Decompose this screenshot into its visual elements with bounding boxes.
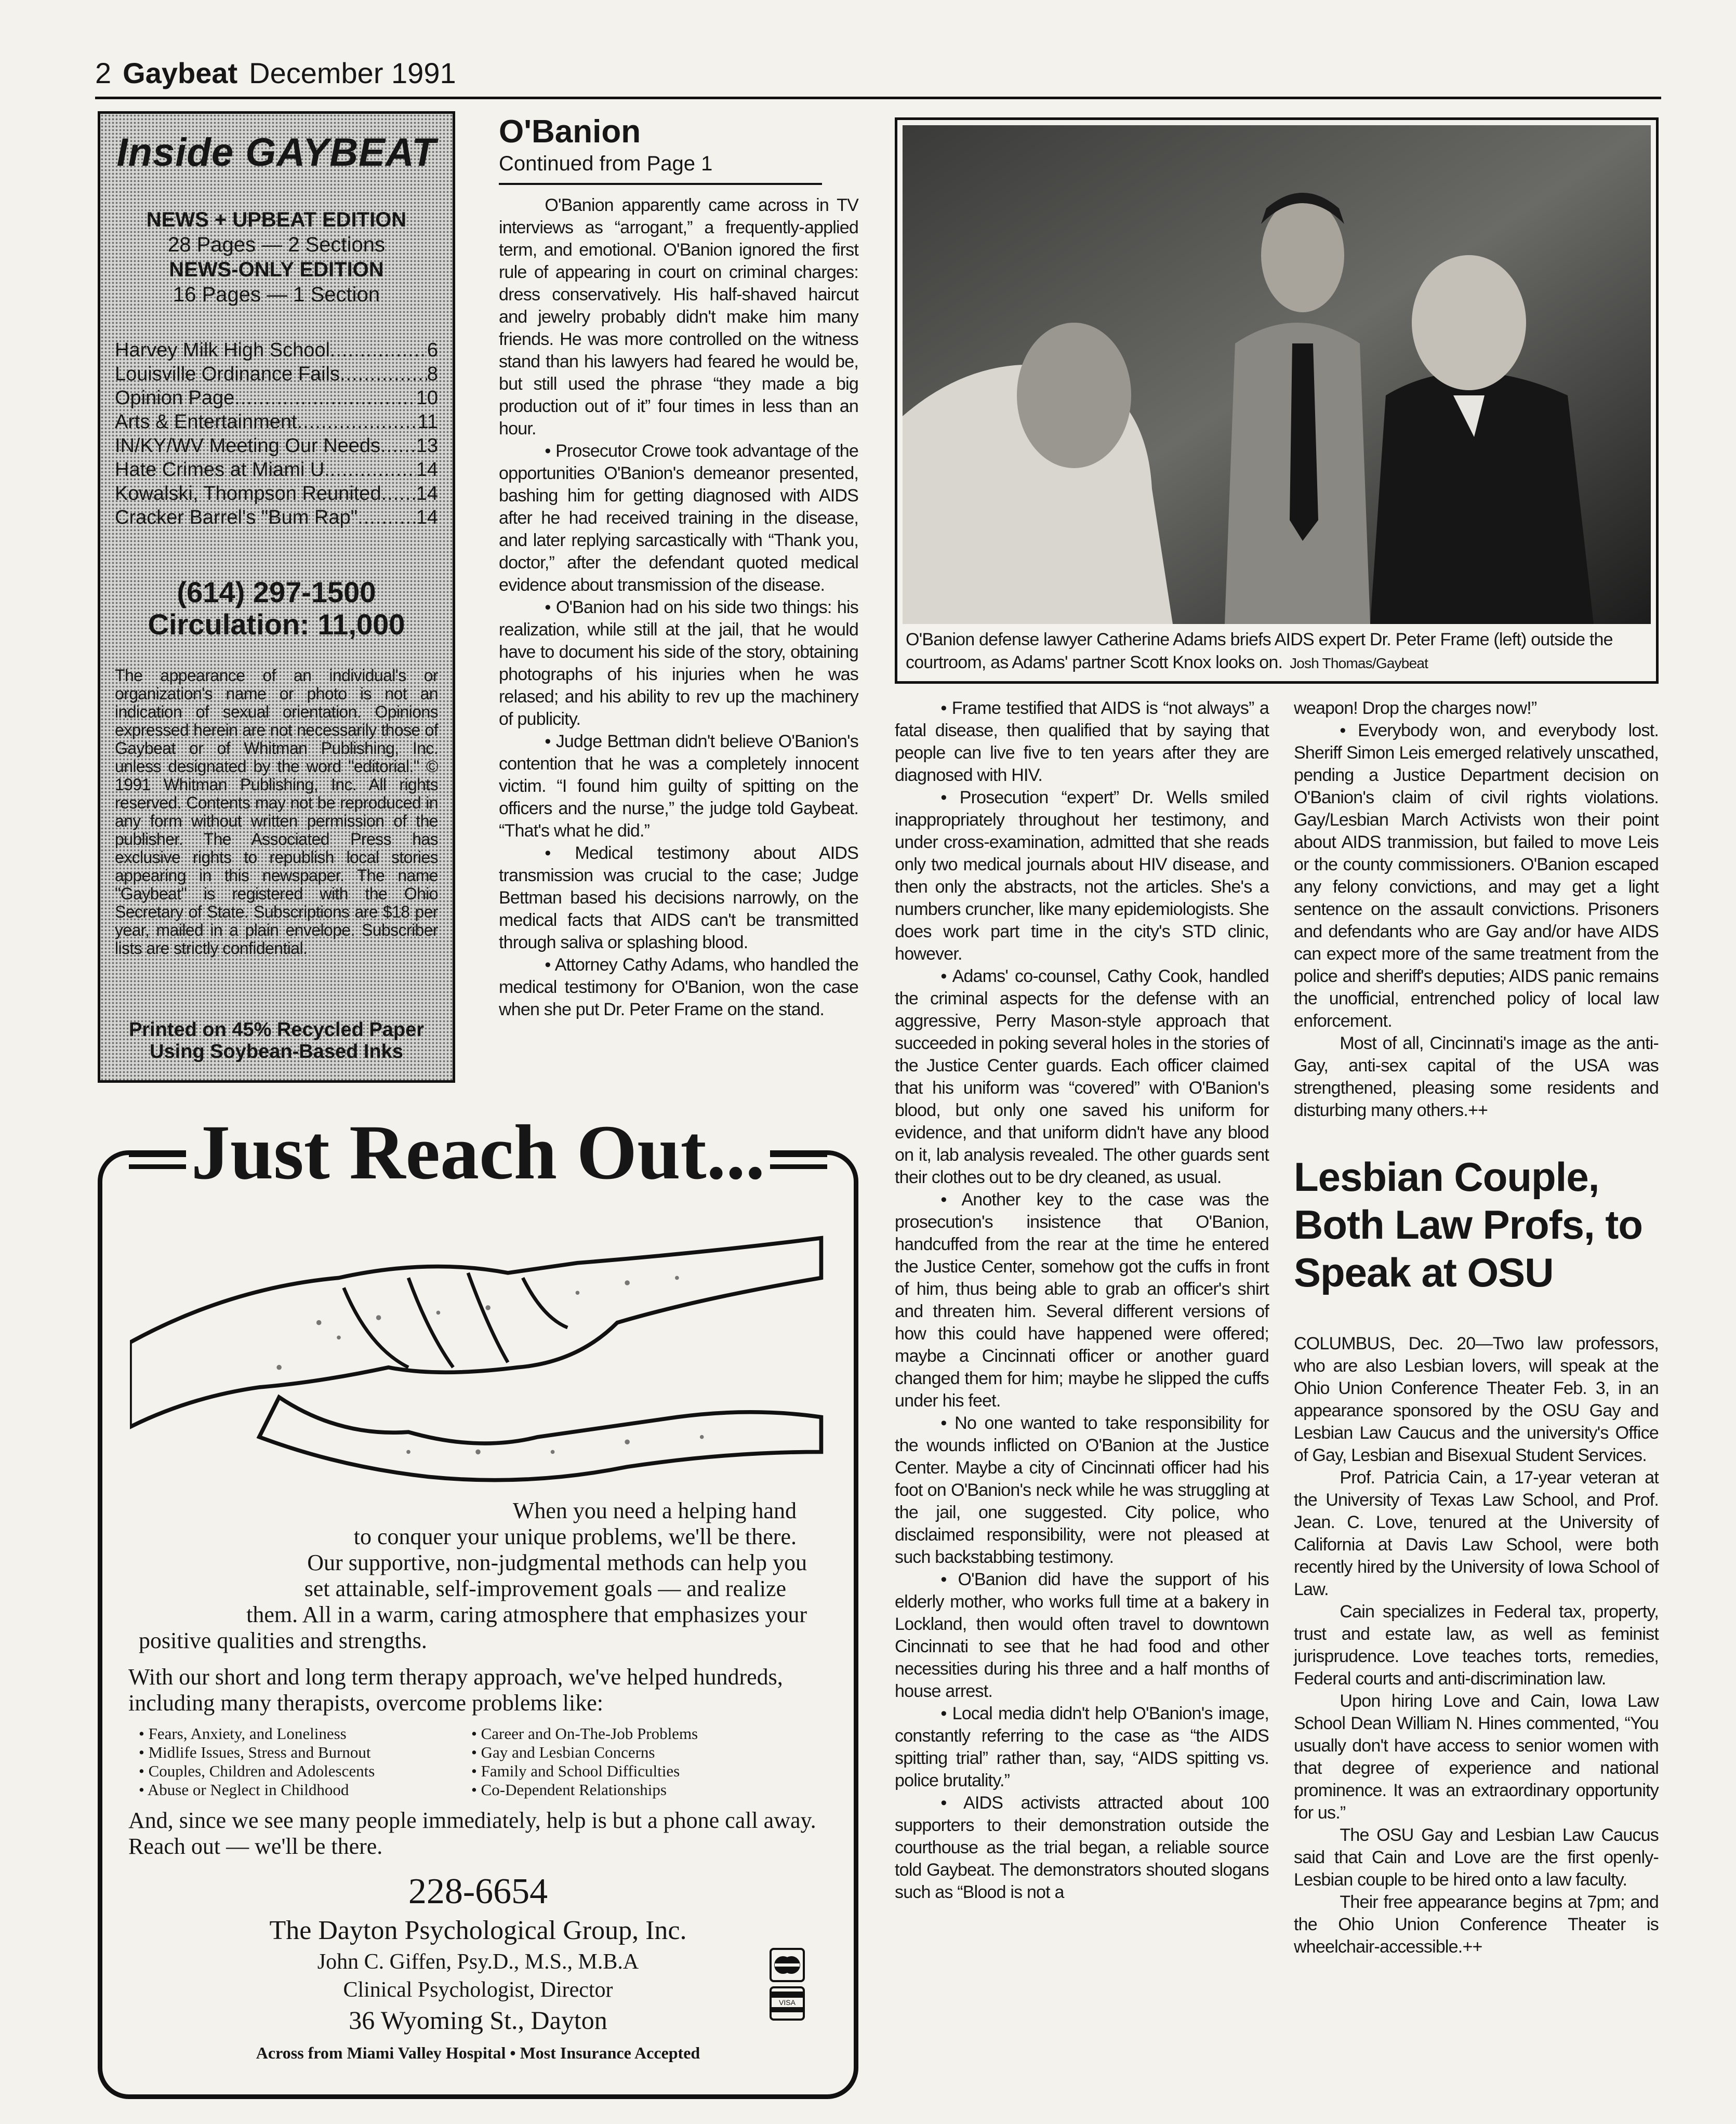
ad-director-name: John C. Giffen, Psy.D., M.S., M.B.A bbox=[317, 1950, 639, 1974]
toc-leader bbox=[380, 434, 416, 458]
courtroom-photo-image bbox=[903, 125, 1651, 624]
photo-credit: Josh Thomas/Gaybeat bbox=[1290, 655, 1428, 671]
toc-item[interactable] bbox=[115, 482, 438, 506]
lesbian-article-headline: Lesbian Couple, Both Law Profs, to Speak at OSU bbox=[1294, 1154, 1642, 1295]
headline-rule bbox=[499, 183, 822, 185]
ad-problem-list bbox=[128, 1724, 828, 1799]
toc-title: IN/KY/WV Meeting Our Needs bbox=[115, 435, 381, 457]
paragraph: • Another key to the case was the prosecution's insistence that O'Banion, handcuffed from the rear at the time he entered the Justice Center, somehow got the cuffs in front of him, thus being able to grab an officer's shirt and threaten him. Several different versions of how this could have happened were offered; maybe a Cincinnati officer or another guard changed them for him; maybe he slipped the cuffs under his feet. bbox=[895, 1190, 1269, 1411]
problem-item: • Family and School Difficulties bbox=[471, 1762, 680, 1780]
toc-title: Opinion Page bbox=[115, 387, 235, 409]
paragraph: • Judge Bettman didn't believe O'Banion's contention that he was a completely innocent victim. “I found him guilty of spitting on the officers and the nurse,” the judge told Gaybeat. “That's what he did.” bbox=[499, 732, 858, 841]
accepted-cards bbox=[770, 1948, 807, 2025]
office-phone: (614) 297-1500 bbox=[177, 576, 376, 608]
toc-leader bbox=[330, 338, 427, 362]
intro-line: set attainable, self-improvement goals — and realize bbox=[304, 1576, 786, 1601]
paragraph: weapon! Drop the charges now!” bbox=[1294, 698, 1537, 718]
problem-item: • Couples, Children and Adolescents bbox=[139, 1762, 375, 1780]
toc-page: 10 bbox=[416, 387, 438, 409]
paragraph: Cain specializes in Federal tax, property, trust and estate law, as well as feminist jurisprudence. Love teaches torts, remedies, Federal courts and anti-discrimination law. bbox=[1294, 1602, 1659, 1689]
column-4 bbox=[1294, 697, 1659, 1958]
toc-leader bbox=[330, 458, 416, 482]
problem-item: • Midlife Issues, Stress and Burnout bbox=[139, 1743, 371, 1761]
toc-page: 14 bbox=[416, 459, 438, 481]
toc-item[interactable] bbox=[115, 506, 438, 529]
ad-director-block bbox=[128, 1948, 828, 2036]
article-column-2 bbox=[895, 697, 1269, 1904]
toc-title: Harvey Milk High School bbox=[115, 339, 330, 361]
intro-line: them. All in a warm, caring atmosphere that emphasizes your bbox=[246, 1602, 807, 1627]
ad-closing: And, since we see many people immediately, help is but a phone call away. Reach out — we'll be there. bbox=[128, 1808, 816, 1859]
ad-address: 36 Wyoming St., Dayton bbox=[349, 2006, 607, 2035]
issue-date: December 1991 bbox=[249, 57, 456, 89]
toc-page: 6 bbox=[427, 339, 438, 361]
ad-approach: With our short and long term therapy approach, we've helped hundreds, including many therapists, overcome problems like: bbox=[128, 1664, 783, 1716]
circulation: Circulation: 11,000 bbox=[148, 608, 405, 641]
paragraph: • Everybody won, and everybody lost. Sheriff Simon Leis emerged relatively unscathed, pending a Justice Department decision on O'Banion's claim of civil rights violations. Gay/Lesbian March Activists won their point about AIDS tranmission, but failed to move Leis or the county commissioners. O'Banion escaped any felony convictions, and may get a light sentence on the assault convictions. Prisoners and defendants who are Gay and/or have AIDS can expect more of the same treatment from the police and sheriff's deputies; AIDS panic remains the unofficial, entrenched policy of local law enforcement. bbox=[1294, 721, 1659, 1031]
article-headline: O'Banion bbox=[499, 114, 641, 150]
toc-leader bbox=[340, 362, 427, 386]
ad-phone: 228-6654 bbox=[408, 1871, 548, 1911]
caption-text: O'Banion defense lawyer Catherine Adams briefs AIDS expert Dr. Peter Frame (left) outside the courtroom, as Adams' partner Scott Knox looks on. bbox=[906, 630, 1613, 672]
article-column-3 bbox=[1294, 697, 1659, 1122]
toc-item[interactable] bbox=[115, 458, 438, 482]
visa-label: VISA bbox=[779, 1998, 796, 2007]
inside-box-title: Inside GAYBEAT bbox=[116, 130, 436, 175]
paragraph: • No one wanted to take responsibility for the wounds inflicted on O'Banion at the Justice Center. Maybe a city of Cincinnati officer had his foot on O'Banion's neck while he was struggling at the jail, one suggested. City police, who disclaimed responsibility, were not pleased at such backstabbing testimony. bbox=[895, 1413, 1269, 1567]
paragraph: • Prosecutor Crowe took advantage of the opportunities O'Banion's demeanor presented, bashing him for getting diagnosed with AIDS after he had received training in the disease, and later replying sarcastically with “Thank you, doctor,” after the defendant quoted medical evidence about transmission of the disease. bbox=[499, 441, 858, 595]
problem-item: • Abuse or Neglect in Childhood bbox=[139, 1781, 349, 1799]
ad-intro bbox=[128, 1498, 828, 1654]
ad-company: The Dayton Psychological Group, Inc. bbox=[269, 1916, 687, 1945]
intro-line: to conquer your unique problems, we'll be there. bbox=[353, 1524, 797, 1549]
paragraph: O'Banion apparently came across in TV interviews as “arrogant,” a frequently-applied term, and emotional. O'Banion ignored the first rule of appearing in court on criminal charges: dress conservatively. His half-shaved haircut and jewelry probably didn't make him many friends. He was more controlled on the witness stand than his lawyers had feared he would be, but still used the phrase “they made a big production out of it” four times in less than an hour. bbox=[499, 195, 858, 439]
recycled-line-2: Using Soybean-Based Inks bbox=[150, 1041, 403, 1063]
toc-leader bbox=[381, 482, 416, 506]
toc-item[interactable] bbox=[115, 410, 438, 434]
publication-name: Gaybeat bbox=[123, 57, 238, 89]
recycled-notice bbox=[115, 993, 438, 1063]
paragraph: The OSU Gay and Lesbian Law Caucus said that Cain and Love are the first openly-Lesbian couple to be hired onto a law faculty. bbox=[1294, 1825, 1659, 1890]
paragraph: Their free appearance begins at 7pm; and the Ohio Union Conference Theater is wheelchair-accessible.++ bbox=[1294, 1892, 1659, 1957]
edition2-pages: 16 Pages — 1 Section bbox=[173, 283, 380, 306]
ad-director-title: Clinical Psychologist, Director bbox=[343, 1978, 613, 2002]
paragraph: • Medical testimony about AIDS transmission was crucial to the case; Judge Bettman based his decisions narrowly, on the medical facts that AIDS can't be transmitted through saliva or splashing blood. bbox=[499, 843, 858, 952]
mastercard-icon bbox=[770, 1948, 805, 1982]
toc-item[interactable] bbox=[115, 386, 438, 410]
title-bar-right bbox=[770, 1152, 827, 1169]
paragraph: • O'Banion had on his side two things: his realization, while still at the jail, that he would have to document his side of the story, obtaining photographs of his injuries when he was relased; and his ability to rev up the machinery of publicity. bbox=[499, 598, 858, 729]
masthead bbox=[95, 56, 456, 90]
advertisement bbox=[98, 1109, 858, 2099]
problem-item: • Career and On-The-Job Problems bbox=[471, 1724, 698, 1743]
paragraph: • Adams' co-counsel, Cathy Cook, handled the criminal aspects for the defense with an aggressive, Perry Mason-style approach that succeeded in poking several holes in the stories of the Justice Center guards. Each officer claimed that his uniform was “covered” with O'Banion's blood, but only one saved his uniform for evidence, and that uniform didn't have any blood on it, lab analysis revealed. The other guards sent their clothes out to be dry cleaned, as usual. bbox=[895, 966, 1269, 1187]
paragraph: COLUMBUS, Dec. 20—Two law professors, who are also Lesbian lovers, will speak at the Ohio Union Conference Theater Feb. 3, in an appearance sponsored by the OSU Gay and Lesbian Law Caucus and the university's Office of Gay, Lesbian and Bisexual Student Services. bbox=[1294, 1334, 1659, 1465]
toc-title: Louisville Ordinance Fails bbox=[115, 363, 340, 385]
paragraph: • Local media didn't help O'Banion's image, constantly referring to the case as “the AIDS spitting trial” rather than, say, “AIDS spitting vs. police brutality.” bbox=[895, 1704, 1269, 1790]
right-columns bbox=[895, 697, 1661, 1958]
problem-item: • Gay and Lesbian Concerns bbox=[471, 1743, 655, 1761]
paragraph: • O'Banion did have the support of his elderly mother, who works full time at a bakery in Lockland, then would often travel to downtown Cincinnati to see that he had food and other necessities during his three and a half months of house arrest. bbox=[895, 1570, 1269, 1701]
toc-page: 14 bbox=[416, 507, 438, 528]
disclaimer: The appearance of an individual's or organization's name or photo is not an indication of sexual orientation. Opinions expressed herein are not necessarily those of Gaybeat or of Whitman Publishing, Inc. unless designated by the word "editorial." © 1991 Whitman Publishing, Inc. All rights reserved. Contents may not be reproduced in any form without written permission of the publisher. The Associated Press has exclusive rights to republish local stories appearing in this newspaper. The name "Gaybeat" is registered with the Ohio Secretary of State. Subscriptions are $18 per year, mailed in a plain envelope. Subscriber lists are strictly confidential. bbox=[115, 666, 438, 958]
obanion-article-start bbox=[499, 111, 858, 1021]
toc-leader bbox=[357, 506, 416, 529]
intro-line: positive qualities and strengths. bbox=[139, 1628, 427, 1653]
helping-hands-icon bbox=[130, 1217, 826, 1488]
intro-line: When you need a helping hand bbox=[512, 1498, 797, 1523]
article-continued-note: Continued from Page 1 bbox=[499, 152, 713, 175]
toc-leader bbox=[297, 410, 418, 434]
paragraph: • Frame testified that AIDS is “not always” a fatal disease, then qualified that by saying that people can live five to ten years after they are diagnosed with HIV. bbox=[895, 698, 1269, 785]
lesbian-article-body bbox=[1294, 1333, 1659, 1958]
header-rule bbox=[95, 97, 1661, 99]
toc-page: 13 bbox=[416, 435, 438, 457]
problem-item: • Co-Dependent Relationships bbox=[471, 1781, 667, 1799]
edition1-name: NEWS + UPBEAT EDITION bbox=[146, 208, 407, 231]
toc-item[interactable] bbox=[115, 434, 438, 458]
right-region bbox=[895, 117, 1661, 1958]
page-number: 2 bbox=[95, 57, 112, 89]
toc-title: Arts & Entertainment bbox=[115, 411, 297, 433]
ad-title bbox=[102, 1108, 854, 1197]
toc-item[interactable] bbox=[115, 362, 438, 386]
toc-title: Cracker Barrel's "Bum Rap" bbox=[115, 507, 358, 528]
toc-item[interactable] bbox=[115, 338, 438, 362]
toc-page: 11 bbox=[417, 411, 438, 433]
ad-footer: Across from Miami Valley Hospital • Most Insurance Accepted bbox=[256, 2043, 700, 2062]
contact-info bbox=[115, 576, 438, 641]
paragraph: Upon hiring Love and Cain, Iowa Law School Dean William N. Hines commented, “You usually don't have access to senior women with that degree of experience and national prominence. It was an extraordinary opportunity for us.” bbox=[1294, 1691, 1659, 1823]
edition2-name: NEWS-ONLY EDITION bbox=[169, 258, 384, 281]
news-photo bbox=[895, 117, 1659, 684]
ad-border bbox=[98, 1109, 858, 2099]
toc-page: 14 bbox=[416, 483, 438, 505]
paragraph: • Prosecution “expert” Dr. Wells smiled inappropriately throughout her testimony, and under cross-examination, admitted that she reads only two medical journals about HIV disease, and then only the abstracts, not the articles. She's a numbers cruncher, like many epidemiologists. She does work part time in the city's STD clinic, however. bbox=[895, 788, 1269, 964]
intro-line: Our supportive, non-judgmental methods can help you bbox=[307, 1550, 807, 1575]
paragraph: • AIDS activists attracted about 100 supporters to their demonstration outside the courthouse as the trial began, a reliable source told Gaybeat. The demonstrators shouted slogans such as “Blood is not a bbox=[895, 1793, 1269, 1902]
toc-title: Kowalski, Thompson Reunited bbox=[115, 483, 381, 505]
recycled-line-1: Printed on 45% Recycled Paper bbox=[128, 1019, 425, 1041]
toc-title: Hate Crimes at Miami U. bbox=[115, 459, 330, 481]
table-of-contents bbox=[115, 338, 438, 529]
inside-gaybeat-box bbox=[98, 111, 455, 1083]
edition1-pages: 28 Pages — 2 Sections bbox=[167, 233, 386, 256]
visa-icon bbox=[770, 1986, 805, 2021]
title-bar-left bbox=[129, 1152, 186, 1169]
paragraph: Prof. Patricia Cain, a 17-year veteran at the University of Texas Law School, and Prof. Jean. C. Love, tenured at the University of California at Davis Law School, were both recently hired by the University of Iowa School of Law. bbox=[1294, 1468, 1659, 1599]
ad-title-text: Just Reach Out... bbox=[186, 1109, 770, 1196]
photo-caption bbox=[903, 628, 1651, 675]
problem-item: • Fears, Anxiety, and Loneliness bbox=[139, 1724, 347, 1743]
toc-leader bbox=[234, 386, 416, 410]
toc-page: 8 bbox=[427, 363, 438, 385]
paragraph: Most of all, Cincinnati's image as the anti-Gay, anti-sex capital of the USA was strengthened, pleasing some residents and disturbing many others.++ bbox=[1294, 1033, 1659, 1120]
paragraph: • Attorney Cathy Adams, who handled the medical testimony for O'Banion, won the case when she put Dr. Peter Frame on the stand. bbox=[499, 955, 858, 1019]
left-region bbox=[98, 111, 858, 2099]
article-column-1 bbox=[499, 194, 858, 1021]
